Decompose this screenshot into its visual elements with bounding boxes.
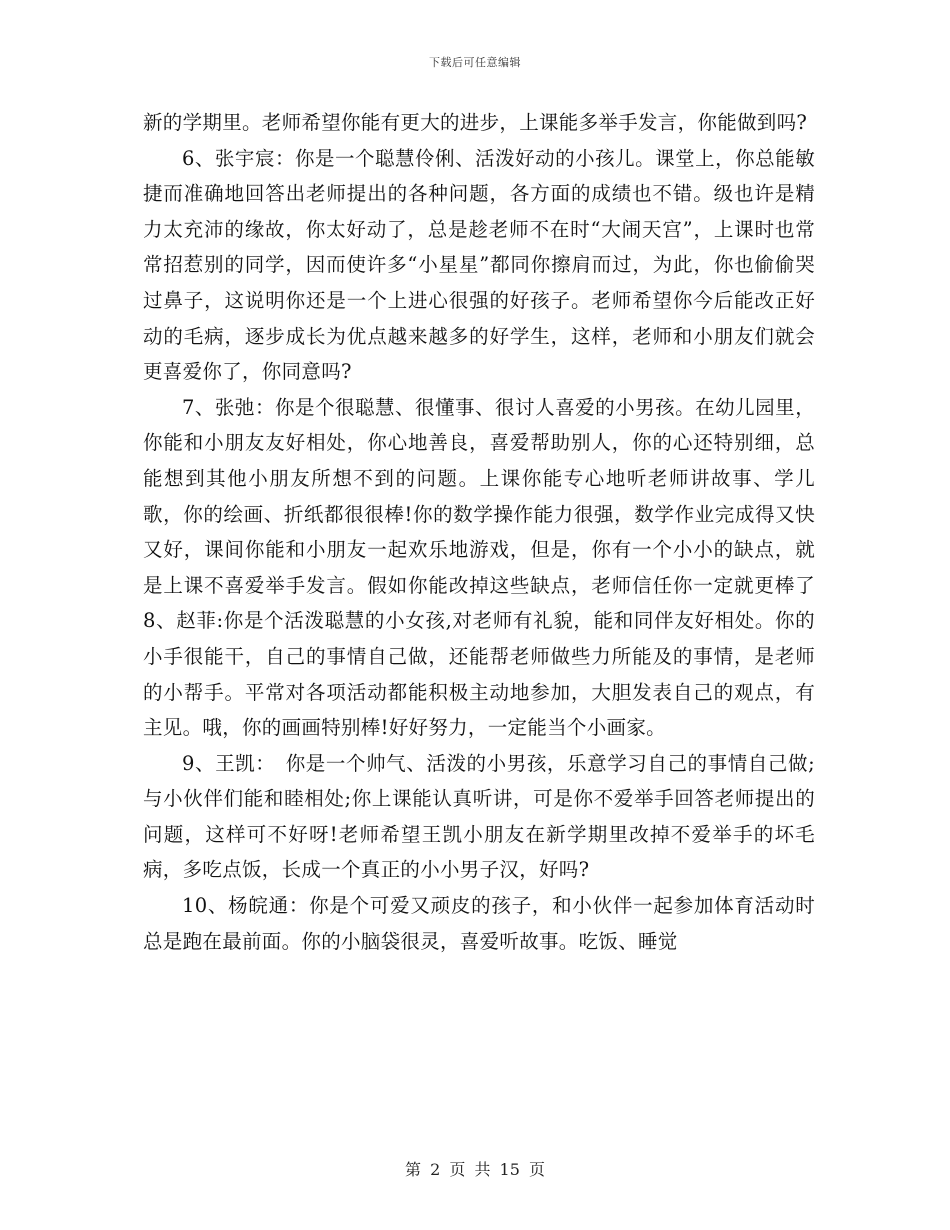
paragraph-item-6: 6、张宇宸：你是一个聪慧伶俐、活泼好动的小孩儿。课堂上，你总能敏捷而准确地回答出老师提出的各种问题，各方面的成绩也不错。级也许是精力太充沛的缘故，你太好动了，总是趁老师不在时“大闹天宫”，上课时也常常招惹别的同学，因而使许多“小星星”都同你擦肩而过，为此，你也偷偷哭过鼻子，这说明你还是一个上进心很强的好孩子。老师希望你今后能改正好动的毛病，逐步成长为优点越来越多的好学生，这样，老师和小朋友们就会更喜爱你了，你同意吗? xyxy=(143,146,815,384)
paragraph-item-9: 9、王凯： 你是一个帅气、活泼的小男孩，乐意学习自己的事情自己做;与小伙伴们能和睦相处;你上课能认真听讲，可是你不爱举手回答老师提出的问题，这样可不好呀!老师希望王凯小朋友在新学期里改掉不爱举手的坏毛病，多吃点饭，长成一个真正的小小男子汉，好吗? xyxy=(143,751,815,882)
paragraph-item-10: 10、杨皖通：你是个可爱又顽皮的孩子，和小伙伴一起参加体育活动时总是跑在最前面。你的小脑袋很灵，喜爱听故事。吃饭、睡觉 xyxy=(143,894,815,953)
document-body xyxy=(143,105,862,959)
paragraph-item-7-8: 7、张弛：你是个很聪慧、很懂事、很讨人喜爱的小男孩。在幼儿园里，你能和小朋友友好相处，你心地善良，喜爱帮助别人，你的心还特别细，总能想到其他小朋友所想不到的问题。上课你能专心地听老师讲故事、学儿歌，你的绘画、折纸都很很棒!你的数学操作能力很强，数学作业完成得又快又好，课间你能和小朋友一起欢乐地游戏，但是，你有一个小小的缺点，就是上课不喜爱举手发言。假如你能改掉这些缺点，老师信任你一定就更棒了 8、赵菲:你是个活泼聪慧的小女孩,对老师有礼貌，能和同伴友好相处。你的小手很能干，自己的事情自己做，还能帮老师做些力所能及的事情，是老师的小帮手。平常对各项活动都能积极主动地参加，大胆发表自己的观点，有主见。哦，你的画画特别棒!好好努力，一定能当个小画家。 xyxy=(143,395,862,740)
paragraph-continuation: 新的学期里。老师希望你能有更大的进步，上课能多举手发言，你能做到吗? xyxy=(143,111,808,134)
page-header-note: 下载后可任意编辑 xyxy=(429,56,521,69)
page-number-footer: 第 2 页 共 15 页 xyxy=(405,1160,545,1179)
